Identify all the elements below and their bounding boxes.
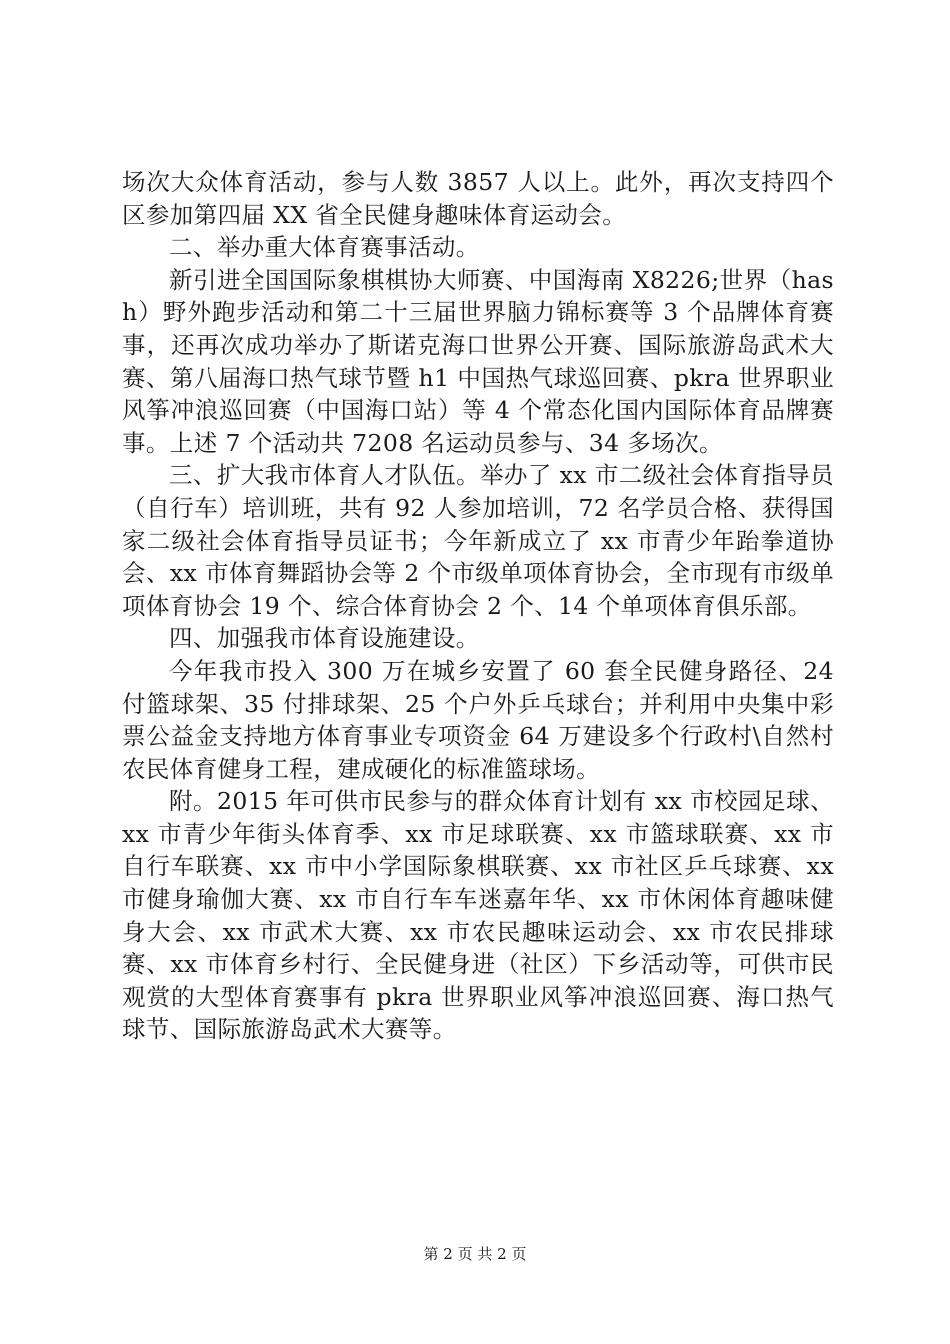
- paragraph-1: 场次大众体育活动，参与人数 3857 人以上。此外，再次支持四个区参加第四届 XX 省全民健身趣味体育运动会。: [122, 168, 834, 229]
- paragraph-7: 附。2015 年可供市民参与的群众体育计划有 xx 市校园足球、xx 市青少年街头体育季、xx 市足球联赛、xx 市篮球联赛、xx 市自行车联赛、xx 市中小学国际象棋联赛、xx 市社区乒乓球赛、xx 市健身瑜伽大赛、xx 市自行车车迷嘉年华、xx 市休闲体育趣味健身大会、xx 市武术大赛、xx 市农民趣味运动会、xx 市农民排球赛、xx 市体育乡村行、全民健身进（社区）下乡活动等，可供市民观赏的大型体育赛事有 pkra 世界职业风筝冲浪巡回赛、海口热气球节、国际旅游岛武术大赛等。: [122, 787, 834, 1044]
- paragraph-2-heading: 二、举办重大体育赛事活动。: [169, 233, 480, 262]
- paragraph-6: 今年我市投入 300 万在城乡安置了 60 套全民健身路径、24 付篮球架、35 付排球架、25 个户外乒乓球台；并利用中央集中彩票公益金支持地方体育事业专项资金 64 万建设多个行政村\自然村农民体育健身工程，建成硬化的标准篮球场。: [122, 656, 834, 783]
- paragraph-4: 三、扩大我市体育人才队伍。举办了 xx 市二级社会体育指导员（自行车）培训班，共有 92 人参加培训，72 名学员合格、获得国家二级社会体育指导员证书；今年新成立了 xx 市青少年跆拳道协会、xx 市体育舞蹈协会等 2 个市级单项体育协会，全市现有市级单项体育协会 19 个、综合体育协会 2 个、14 个单项体育俱乐部。: [122, 461, 834, 620]
- paragraph-5-heading: 四、加强我市体育设施建设。: [169, 624, 480, 653]
- document-body: [122, 166, 834, 1046]
- page-footer: 第 2 页 共 2 页: [423, 1245, 527, 1263]
- paragraph-3: 新引进全国国际象棋棋协大师赛、中国海南 X8226;世界（hash）野外跑步活动和第二十三届世界脑力锦标赛等 3 个品牌体育赛事，还再次成功举办了斯诺克海口世界公开赛、国际旅游岛武术大赛、第八届海口热气球节暨 h1 中国热气球巡回赛、pkra 世界职业风筝冲浪巡回赛（中国海口站）等 4 个常态化国内国际体育品牌赛事。上述 7 个活动共 7208 名运动员参与、34 多场次。: [122, 265, 834, 457]
